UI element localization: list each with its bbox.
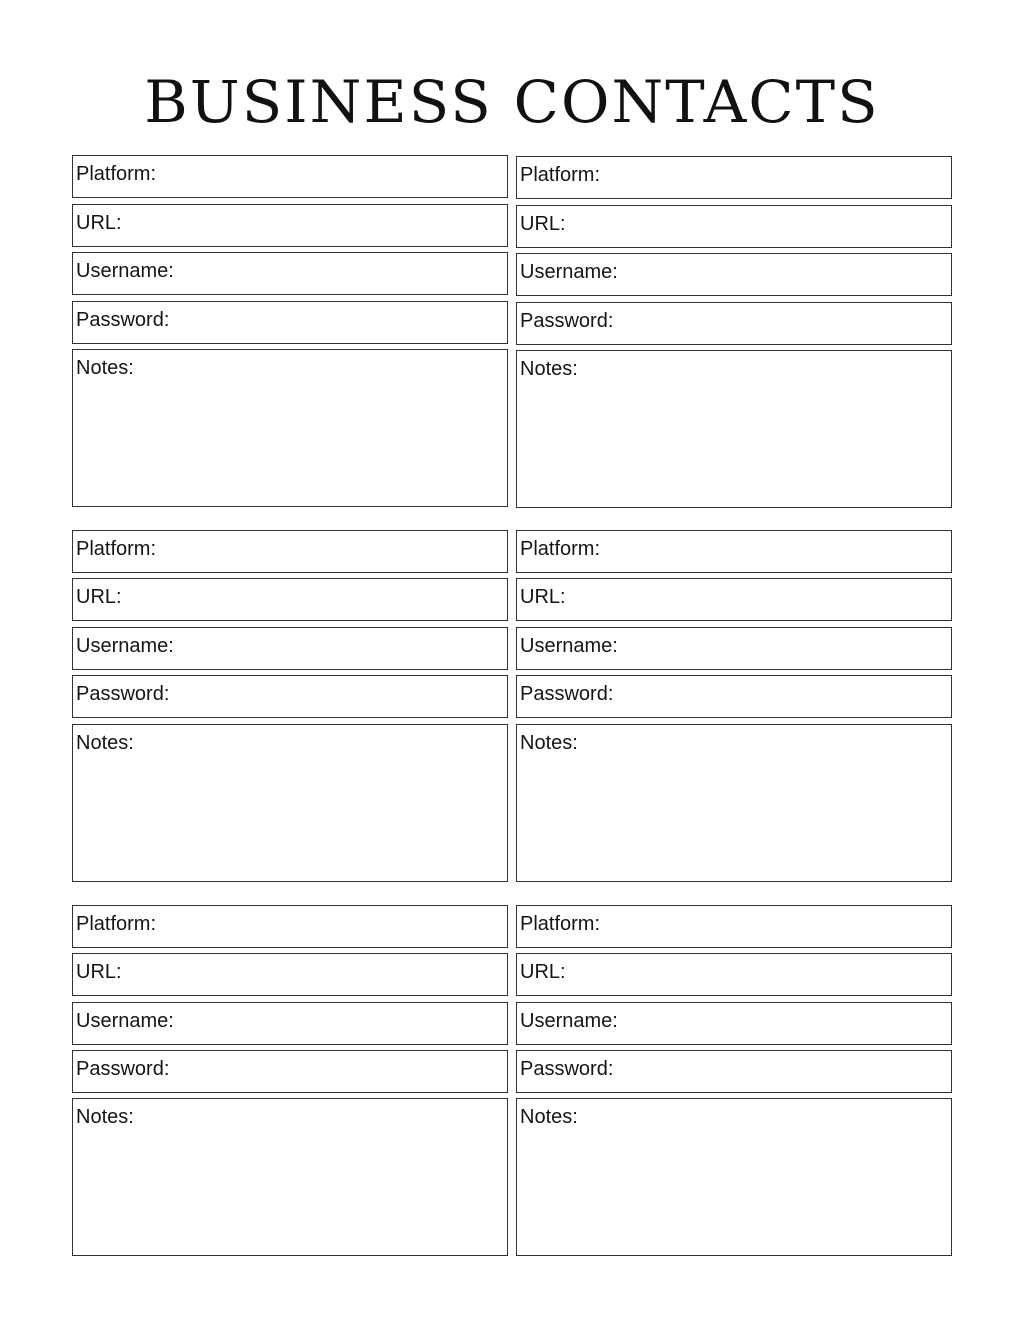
- url-label: URL:: [520, 961, 566, 983]
- notes-label: Notes:: [76, 357, 134, 379]
- platform-label: Platform:: [520, 164, 601, 186]
- platform-label: Platform:: [76, 163, 157, 185]
- platform-label: Platform:: [76, 538, 157, 560]
- password-label: Password:: [76, 683, 170, 705]
- notes-label: Notes:: [520, 732, 578, 754]
- username-label: Username:: [76, 1010, 174, 1032]
- username-label: Username:: [520, 635, 618, 657]
- notes-label: Notes:: [520, 358, 578, 380]
- url-field[interactable]: [516, 205, 952, 248]
- notes-field[interactable]: [516, 724, 952, 882]
- notes-field[interactable]: [72, 724, 508, 882]
- username-field[interactable]: [72, 627, 508, 670]
- username-label: Username:: [520, 261, 618, 283]
- password-label: Password:: [76, 309, 170, 331]
- password-field[interactable]: [516, 302, 952, 345]
- username-field[interactable]: [516, 1002, 952, 1045]
- password-field[interactable]: [72, 675, 508, 718]
- username-field[interactable]: [72, 1002, 508, 1045]
- notes-label: Notes:: [76, 732, 134, 754]
- password-field[interactable]: [516, 675, 952, 718]
- username-field[interactable]: [516, 627, 952, 670]
- notes-label: Notes:: [76, 1106, 134, 1128]
- username-label: Username:: [76, 635, 174, 657]
- password-label: Password:: [520, 310, 614, 332]
- url-label: URL:: [520, 586, 566, 608]
- password-field[interactable]: [72, 1050, 508, 1093]
- username-field[interactable]: [72, 252, 508, 295]
- notes-field[interactable]: [516, 350, 952, 508]
- platform-field[interactable]: [72, 530, 508, 573]
- url-field[interactable]: [72, 953, 508, 996]
- url-label: URL:: [76, 586, 122, 608]
- url-label: URL:: [76, 961, 122, 983]
- notes-field[interactable]: [72, 1098, 508, 1256]
- platform-field[interactable]: [72, 905, 508, 948]
- password-label: Password:: [520, 1058, 614, 1080]
- notes-field[interactable]: [516, 1098, 952, 1256]
- username-label: Username:: [520, 1010, 618, 1032]
- platform-label: Platform:: [520, 538, 601, 560]
- password-field[interactable]: [516, 1050, 952, 1093]
- page-title: BUSINESS CONTACTS: [144, 68, 880, 136]
- platform-label: Platform:: [520, 913, 601, 935]
- url-field[interactable]: [516, 578, 952, 621]
- notes-label: Notes:: [520, 1106, 578, 1128]
- platform-label: Platform:: [76, 913, 157, 935]
- platform-field[interactable]: [516, 905, 952, 948]
- url-field[interactable]: [516, 953, 952, 996]
- url-field[interactable]: [72, 578, 508, 621]
- username-label: Username:: [76, 260, 174, 282]
- notes-field[interactable]: [72, 349, 508, 507]
- url-field[interactable]: [72, 204, 508, 247]
- platform-field[interactable]: [72, 155, 508, 198]
- platform-field[interactable]: [516, 530, 952, 573]
- url-label: URL:: [76, 212, 122, 234]
- username-field[interactable]: [516, 253, 952, 296]
- platform-field[interactable]: [516, 156, 952, 199]
- password-field[interactable]: [72, 301, 508, 344]
- password-label: Password:: [76, 1058, 170, 1080]
- password-label: Password:: [520, 683, 614, 705]
- url-label: URL:: [520, 213, 566, 235]
